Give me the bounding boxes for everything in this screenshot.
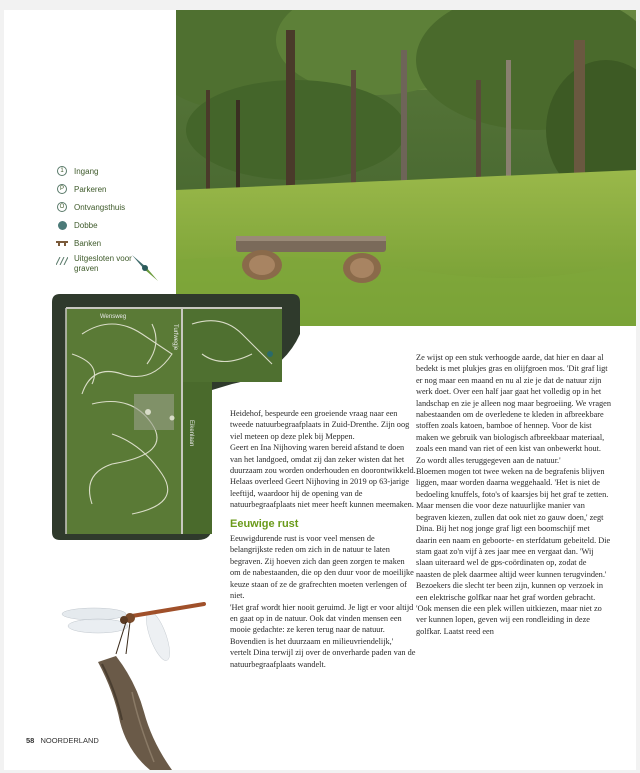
paragraph: Geert en Ina Nijhoving waren bereid afstand te doen van het landgoed, omdat zij dan zeker wisten dat het duurzaam zou worden onderhouden en doorontwikkeld. Helaas overleed Geert Nijhoving in 2019 op 63-jarige leeftijd, waardoor hij de opening van de natuurbegraafplaats niet meer heeft kunnen meemaken. bbox=[230, 443, 416, 510]
hatch-icon bbox=[56, 257, 68, 265]
entrance-icon: 1 bbox=[57, 166, 67, 176]
legend-label: Banken bbox=[74, 238, 102, 248]
map-road-label: Turfwegje bbox=[172, 324, 178, 351]
legend-item bbox=[56, 198, 176, 216]
page-number: 58 bbox=[26, 736, 35, 745]
legend-label: Ontvangsthuis bbox=[74, 202, 126, 212]
legend-item bbox=[56, 234, 176, 252]
legend-item bbox=[56, 180, 176, 198]
compass-icon bbox=[130, 253, 160, 283]
reception-icon: O bbox=[57, 202, 67, 212]
forest-bench-photo bbox=[176, 10, 636, 326]
paragraph: 'Het graf wordt hier nooit geruimd. Je ligt er voor altijd en gaat op in de natuur. Ook dat vinden mensen een mooie gedachte: ze keren terug naar de natuur. Bovendien is het duurzaam en milieuvriendelijk,' vertelt Dina terwijl zij over de onverharde paden van de natuurbegraafplaats wandelt. bbox=[230, 602, 416, 669]
bench-icon bbox=[56, 239, 68, 247]
paragraph: Ze wijst op een stuk verhoogde aarde, dat hier en daar al bedekt is met plukjes gras en olijfgroen mos. 'Dit graf ligt er nog maar een maand en nu al zie je dat de natuur zijn werk doet. Over een half jaar gaat het volledig op in het landschap en zie je alleen nog maar begroeiing. We vragen nabestaanden om de overledene te kleden in afbreekbare stoffen zoals katoen, bamboe of hennep. Voor de kist maken we gebruik van biologisch afbreekbaar materiaal, zoals een mand van riet of een kist van onbewerkt hout. Zo wordt alles teruggegeven aan de natuur.' bbox=[416, 353, 611, 465]
page-footer bbox=[26, 736, 99, 745]
legend-label: Dobbe bbox=[74, 220, 98, 230]
paragraph: Heidehof, bespeurde een groeiende vraag naar een tweede natuurbegraafplaats in Zuid-Drenthe. Zijn oog viel meteen op deze plek bij Meppen. bbox=[230, 409, 410, 441]
legend-item bbox=[56, 162, 176, 180]
parking-icon: P bbox=[57, 184, 67, 194]
legend-item bbox=[56, 216, 176, 234]
text-column-1 bbox=[230, 408, 416, 670]
legend-label: Parkeren bbox=[74, 184, 107, 194]
section-title: Eeuwige rust bbox=[230, 517, 299, 530]
legend-label: Uitgesloten voor graven bbox=[74, 254, 132, 273]
magazine-page bbox=[4, 10, 636, 770]
paragraph: Eeuwigdurende rust is voor veel mensen de belangrijkste reden om zich in de natuur te laten begraven. Zij hoeven zich dan geen zorgen te maken om de nabestaanden, die op den duur voor de moeilijke keuze staan of ze de grafrechten moeten verlengen of niet. bbox=[230, 534, 414, 601]
pond-dot-icon bbox=[58, 221, 67, 230]
legend-label: Ingang bbox=[74, 166, 99, 176]
paragraph: Bloemen mogen tot twee weken na de begrafenis blijven liggen, maar worden daarna weggehaald. 'Het is niet de bedoeling knuffels, foto's of kaarsjes bij het graf te zetten. Maar mensen die voor deze natuurlijke manier van begraven kiezen, zullen dat ook niet zo gauw doen,' zegt Dina. Bij het nog jonge graf ligt een boomschijf met daarin een naam en geboorte- en sterfdatum gebeiteld. Die stam gaat zo'n vijf à zes jaar mee en vergaat dan. 'Wij slaan uiteraard wel de gps-coördinaten op, zodat de naasten de plek daarmee altijd weer kunnen terugvinden.' Bezoekers die slecht ter been zijn, kunnen op verzoek in een elektrische golfkar naar het graf worden gebracht. 'Ook mensen die een plek willen uitkiezen, maar niet zo ver kunnen lopen, geven wij een rondleiding in deze golfkar. Laatst reed een bbox=[416, 467, 611, 636]
map-road-label: Eikenlaan bbox=[188, 420, 194, 447]
text-column-2 bbox=[416, 352, 612, 637]
magazine-name: NOORDERLAND bbox=[40, 736, 99, 745]
map-road-label: Wensweg bbox=[100, 314, 127, 320]
